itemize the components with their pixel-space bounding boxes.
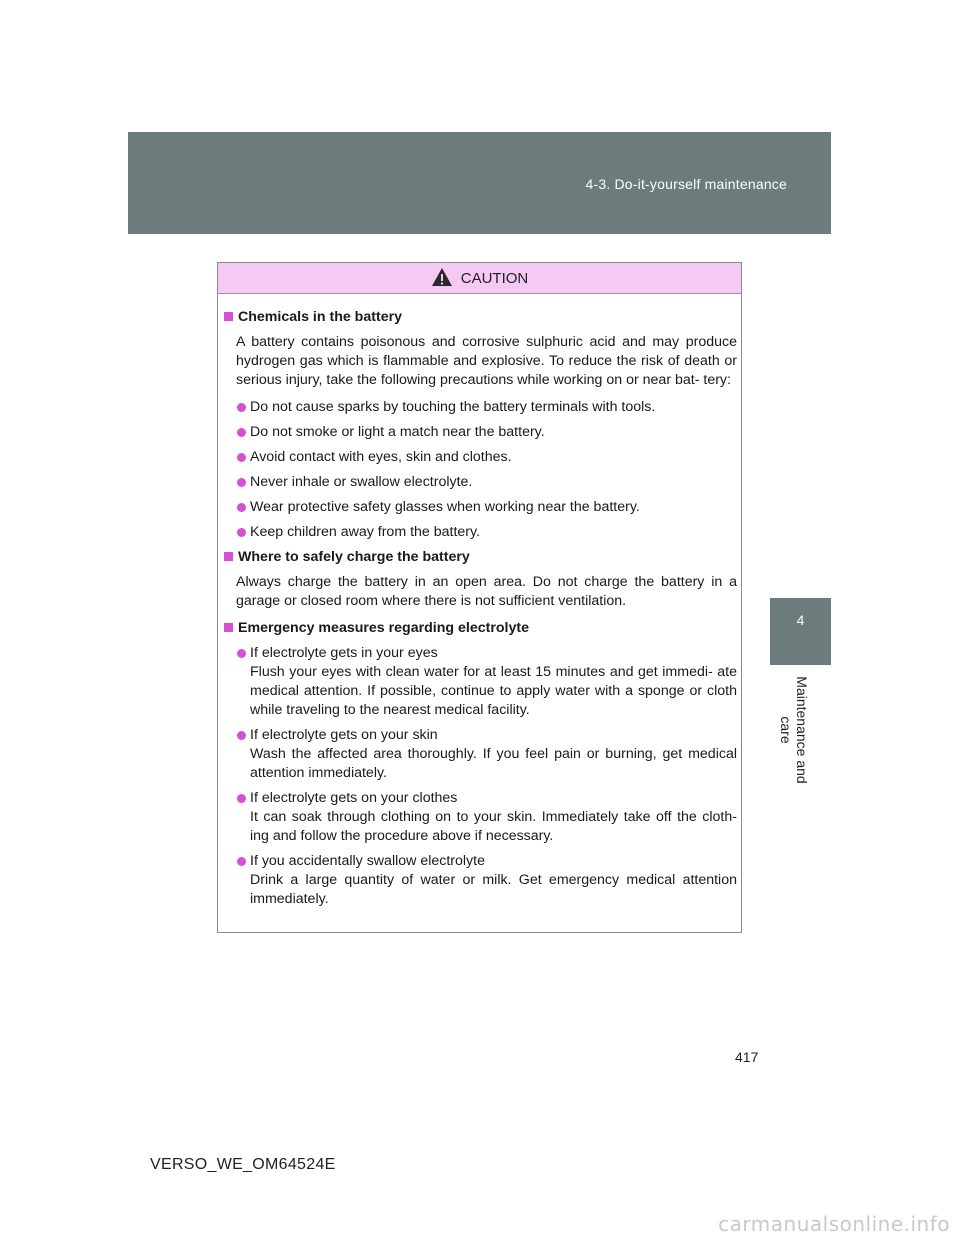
square-bullet-icon (224, 623, 233, 632)
list-item (218, 789, 741, 846)
round-bullet-icon (237, 794, 246, 803)
round-bullet-icon (237, 731, 246, 740)
caution-header (218, 263, 741, 294)
list-item (218, 498, 741, 517)
list-item-title: If electrolyte gets on your clothes (250, 790, 458, 806)
list-item-title: If electrolyte gets in your eyes (250, 645, 438, 661)
list-item-text: Keep children away from the battery. (250, 524, 481, 540)
list-item-text: Never inhale or swallow electrolyte. (250, 474, 473, 490)
list-item (218, 448, 741, 467)
list-item (218, 644, 741, 720)
caution-body (218, 294, 741, 909)
list-item-text: Flush your eyes with clean water for at least 15 minutes and get immedi- ate medical attention. If possible, continue to apply water with a sponge or cloth while traveling to the nearest medical facility. (250, 664, 737, 718)
list-item (218, 852, 741, 909)
warning-triangle-icon (431, 267, 453, 287)
chapter-title: Maintenance and care (778, 676, 810, 784)
page-number: 417 (735, 1049, 759, 1065)
list-item-text: Wash the affected area thoroughly. If you feel pain or burning, get medical attention immediately. (250, 746, 737, 781)
list-item-title: If electrolyte gets on your skin (250, 727, 438, 743)
section-title: 4-3. Do-it-yourself maintenance (585, 176, 787, 192)
round-bullet-icon (237, 453, 246, 462)
section-heading (218, 308, 741, 326)
list-item (218, 398, 741, 417)
section-text: A battery contains poisonous and corrosive sulphuric acid and may produce hydrogen gas which is flammable and explosive. To reduce the risk of death or serious injury, take the following precautions while working on or near bat- tery: (236, 334, 737, 388)
watermark: carmanualsonline.info (718, 1212, 950, 1236)
square-bullet-icon (224, 552, 233, 561)
list-item (218, 473, 741, 492)
list-item-text: Do not cause sparks by touching the battery terminals with tools. (250, 399, 656, 415)
header-band (128, 132, 831, 234)
chapter-tab (770, 598, 831, 665)
chapter-number: 4 (796, 612, 805, 628)
list-item (218, 423, 741, 442)
round-bullet-icon (237, 528, 246, 537)
round-bullet-icon (237, 478, 246, 487)
list-item-text: Wear protective safety glasses when working near the battery. (250, 499, 640, 515)
round-bullet-icon (237, 503, 246, 512)
round-bullet-icon (237, 649, 246, 658)
heading-text: Chemicals in the battery (238, 309, 402, 325)
heading-text: Emergency measures regarding electrolyte (238, 620, 529, 636)
list-item (218, 726, 741, 783)
square-bullet-icon (224, 312, 233, 321)
section-text: Always charge the battery in an open area. Do not charge the battery in a garage or closed room where there is not sufficient ventilation. (236, 574, 737, 609)
round-bullet-icon (237, 857, 246, 866)
section-heading (218, 619, 741, 637)
caution-box (217, 262, 742, 933)
round-bullet-icon (237, 428, 246, 437)
list-item-text: Drink a large quantity of water or milk. Get emergency medical attention immediately. (250, 872, 737, 907)
list-item-text: It can soak through clothing on to your skin. Immediately take off the cloth- ing and follow the procedure above if necessary. (250, 809, 737, 844)
caution-title: CAUTION (460, 269, 529, 287)
list-item-text: Avoid contact with eyes, skin and clothes. (250, 449, 512, 465)
round-bullet-icon (237, 403, 246, 412)
list-item-title: If you accidentally swallow electrolyte (250, 853, 485, 869)
list-item-text: Do not smoke or light a match near the battery. (250, 424, 545, 440)
document-code: VERSO_WE_OM64524E (150, 1156, 336, 1173)
heading-text: Where to safely charge the battery (238, 549, 470, 565)
section-heading (218, 548, 741, 566)
list-item (218, 523, 741, 542)
